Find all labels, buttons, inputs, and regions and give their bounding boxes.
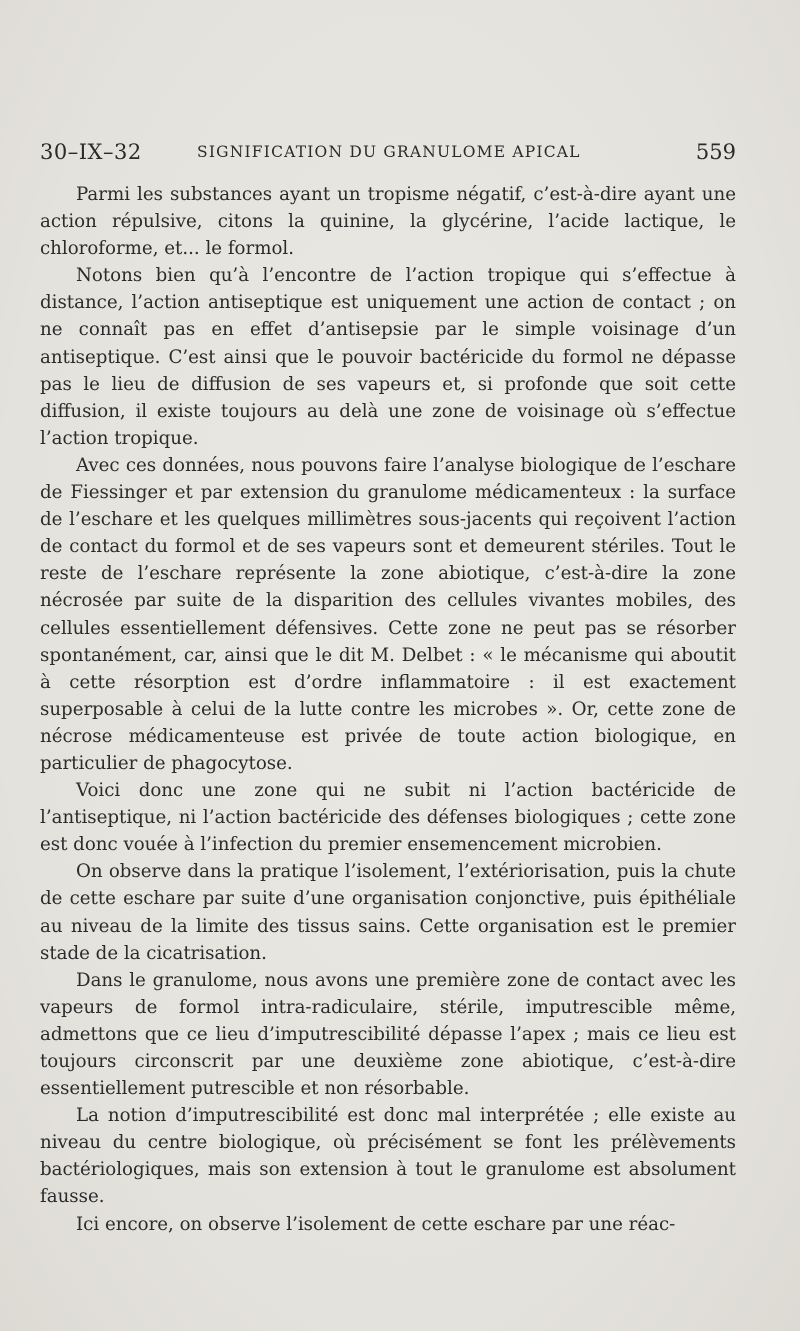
paragraph-2: Notons bien qu’à l’encontre de l’action tropique qui s’effectue à distance, l’action antiseptique est uniquement une action de contact ; on ne connaît pas en effet d’antisepsie par le simple voisinage d’un antiseptique. C’est ainsi que le pouvoir bactéricide du formol ne dépasse pas le lieu de diffusion de ses vapeurs et, si profonde que soit cette diffusion, il existe toujours au delà une zone de voisinage où s’effectue l’action tropique. — [40, 265, 736, 449]
paragraph-1: Parmi les substances ayant un tropisme négatif, c’est-à-dire ayant une action répulsive, citons la quinine, la glycérine, l’acide lactique, le chloroforme, et... le formol. — [40, 184, 736, 260]
running-head — [40, 138, 736, 168]
running-head-title: SIGNIFICATION DU GRANULOME APICAL — [197, 143, 581, 161]
paragraph-5: On observe dans la pratique l’isolement, l’extériorisation, puis la chute de cette eschare par suite d’une organisation conjonctive, puis épithéliale au niveau de la limite des tissus sains. Cette organisation est le premier stade de la cicatrisation. — [40, 861, 736, 964]
running-head-date: 30–IX–32 — [40, 140, 142, 164]
paragraph-7: La notion d’imputrescibilité est donc mal interprétée ; elle existe au niveau du centre biologique, où précisément se font les prélèvements bactériologiques, mais son extension à tout le granulome est absolument fausse. — [40, 1105, 736, 1208]
paragraph-6: Dans le granulome, nous avons une première zone de contact avec les vapeurs de formol intra-radiculaire, stérile, imputrescible même, admettons que ce lieu d’imputrescibilité dépasse l’apex ; mais ce lieu est toujours circonscrit par une deuxième zone abiotique, c’est-à-dire essentiellement putrescible et non résorbable. — [40, 969, 736, 1100]
body-text — [40, 181, 736, 1238]
paragraph-3: Avec ces données, nous pouvons faire l’analyse biologique de l’eschare de Fiessinger et par extension du granulome médicamenteux : la surface de l’eschare et les quelques millimètres sous-jacents qui reçoivent l’action de contact du formol et de ses vapeurs sont et demeurent stériles. Tout le reste de l’eschare représente la zone abiotique, c’est-à-dire la zone nécrosée par suite de la disparition des cellules vivantes mobiles, des cellules essentiellement défensives. Cette zone ne peut pas se résorber spontanément, car, ainsi que le dit M. Delbet : « le mécanisme qui aboutit à cette résorption est d’ordre inflammatoire : il est exactement superposable à celui de la lutte contre les microbes ». Or, cette zone de nécrose médicamenteuse est privée de toute action biologique, en particulier de phagocytose. — [40, 454, 736, 774]
paragraph-4: Voici donc une zone qui ne subit ni l’action bactéricide de l’antiseptique, ni l’action bactéricide des défenses biologiques ; cette zone est donc vouée à l’infection du premier ensemencement microbien. — [40, 780, 736, 856]
page-number: 559 — [695, 140, 736, 164]
paragraph-8: Ici encore, on observe l’isolement de cette eschare par une réac- — [76, 1213, 676, 1235]
